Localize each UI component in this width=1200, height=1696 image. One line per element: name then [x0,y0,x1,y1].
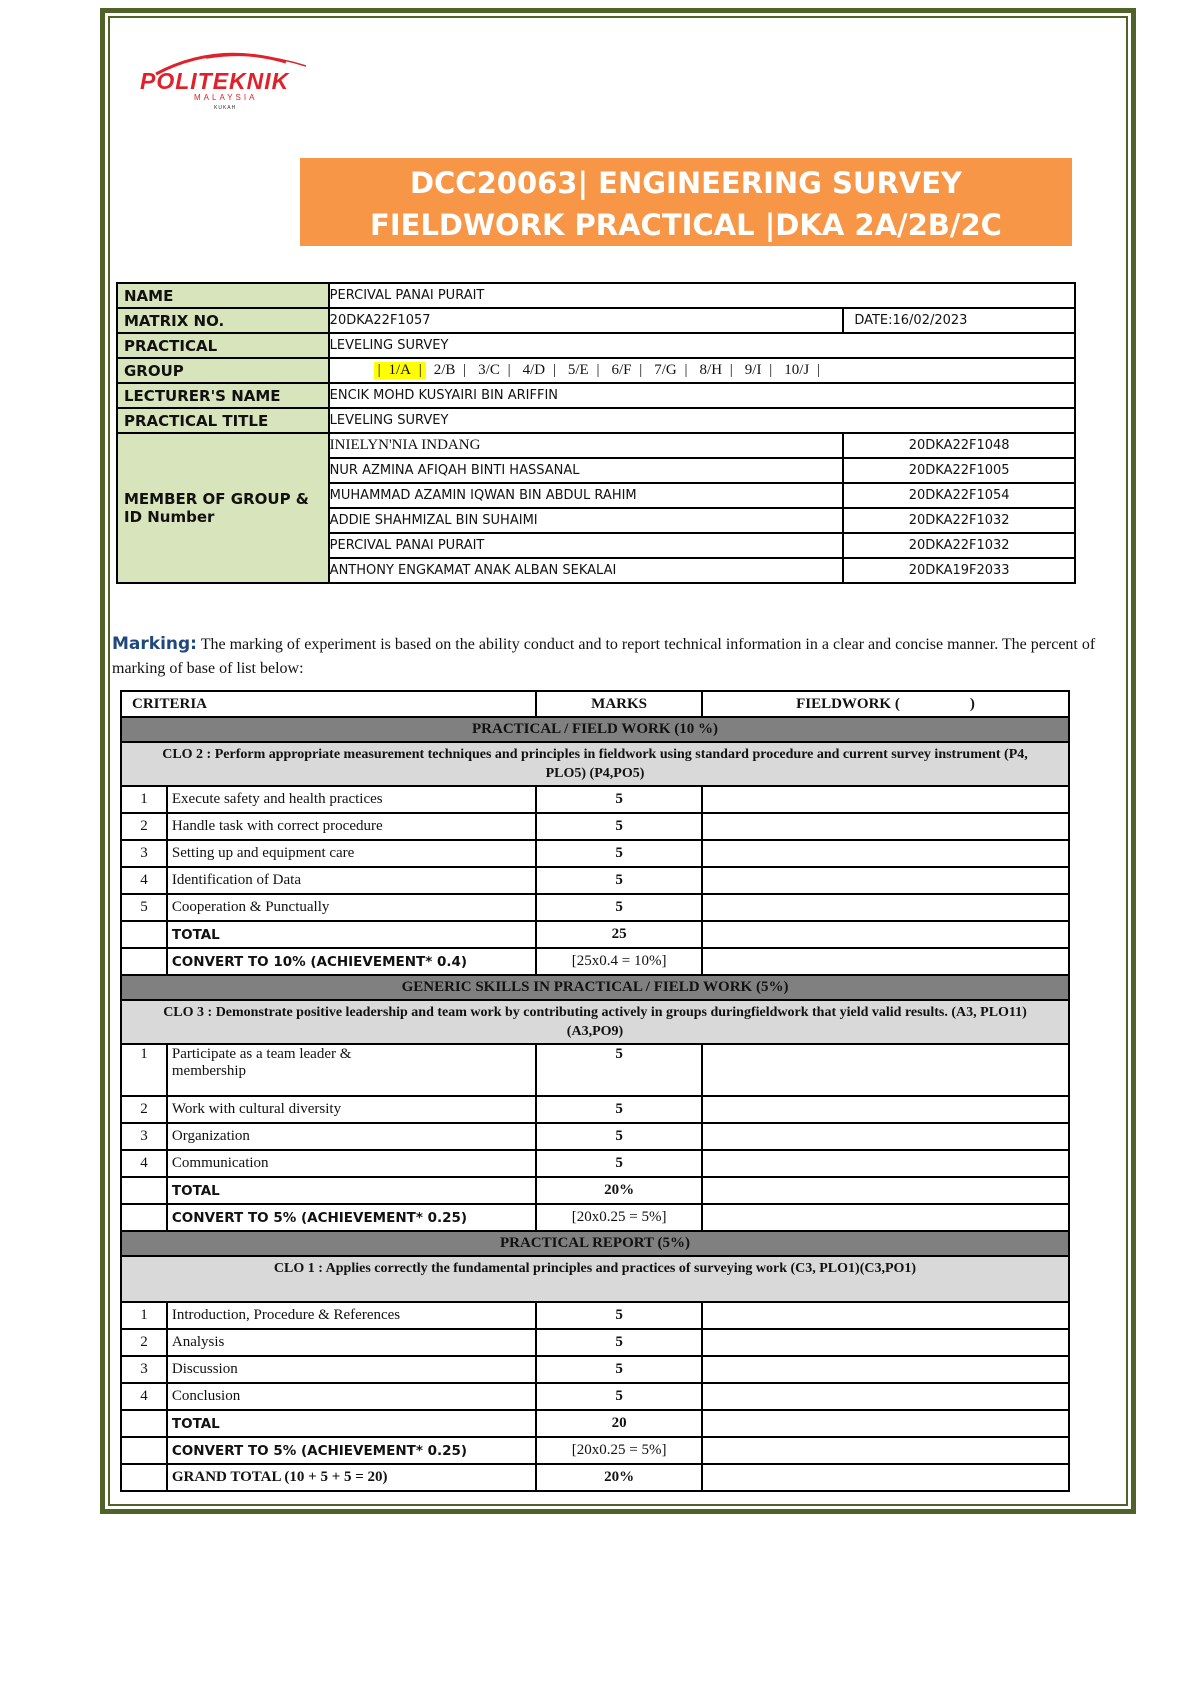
fieldwork-header-close: ) [969,695,975,712]
item-marks: 5 [536,894,702,921]
item-description: Work with cultural diversity [167,1096,536,1123]
member-name: ANTHONY ENGKAMAT ANAK ALBAN SEKALAI [329,558,844,583]
matrix-label: MATRIX NO. [117,308,329,333]
item-description: Handle task with correct procedure [167,813,536,840]
item-number: 2 [121,1329,167,1356]
marking-text: The marking of experiment is based on the ability conduct and to report technical information in a clear and concise manner. The percent of marking of base of list below: [112,636,1096,677]
item-number: 4 [121,1383,167,1410]
item-fieldwork-score[interactable] [702,1383,1069,1410]
logo-campus: KUKAH [214,105,237,111]
group-option-7-label: 7/G [654,362,677,378]
group-label: GROUP [117,358,329,383]
info-row-lecturer [117,383,1075,408]
politeknik-logo [136,48,336,114]
criteria-item-row [121,813,1069,840]
member-row [117,433,1075,458]
item-marks: 5 [536,1329,702,1356]
practical-value: LEVELING SURVEY [329,333,1075,358]
convert-value: [20x0.25 = 5%] [536,1204,702,1231]
member-id: 20DKA22F1032 [843,533,1075,558]
members-label: MEMBER OF GROUP & ID Number [117,433,329,583]
criteria-item-row [121,1123,1069,1150]
item-description: Analysis [167,1329,536,1356]
section-title: PRACTICAL REPORT (5%) [121,1231,1069,1256]
item-marks: 5 [536,1044,702,1096]
group-options [329,358,1075,383]
item-marks: 5 [536,786,702,813]
total-label: TOTAL [167,1177,536,1204]
convert-number-cell [121,948,167,975]
member-name: INIELYN'NIA INDANG [329,433,844,458]
banner-line-2: FIELDWORK PRACTICAL |DKA 2A/2B/2C [370,208,1002,242]
item-fieldwork-score[interactable] [702,1356,1069,1383]
member-id: 20DKA22F1032 [843,508,1075,533]
grand-total-fieldwork-score[interactable] [702,1464,1069,1491]
criteria-item-row [121,894,1069,921]
group-option-9[interactable]: 9/I | [737,362,776,379]
convert-label: CONVERT TO 5% (ACHIEVEMENT* 0.25) [167,1204,536,1231]
item-marks: 5 [536,1123,702,1150]
convert-row [121,948,1069,975]
item-description: Communication [167,1150,536,1177]
info-row-matrix [117,308,1075,333]
convert-fieldwork-score[interactable] [702,948,1069,975]
practical-title-label: PRACTICAL TITLE [117,408,329,433]
grand-total-value: 20% [536,1464,702,1491]
total-number-cell [121,1177,167,1204]
info-row-group [117,358,1075,383]
course-banner [300,158,1072,246]
total-label: TOTAL [167,1410,536,1437]
total-fieldwork-score[interactable] [702,921,1069,948]
logo-country: MALAYSIA [194,93,258,102]
grand-total-label: GRAND TOTAL (10 + 5 + 5 = 20) [167,1464,536,1491]
item-fieldwork-score[interactable] [702,894,1069,921]
convert-number-cell [121,1437,167,1464]
item-description: Execute safety and health practices [167,786,536,813]
clo-statement: CLO 1 : Applies correctly the fundamental principles and practices of surveying work (C3, PLO1)(C3,PO1) [121,1256,1069,1302]
total-number-cell [121,1410,167,1437]
total-fieldwork-score[interactable] [702,1177,1069,1204]
group-option-4[interactable]: 4/D | [515,362,560,379]
clo-row [121,1000,1069,1044]
item-number: 5 [121,894,167,921]
total-fieldwork-score[interactable] [702,1410,1069,1437]
item-number: 2 [121,813,167,840]
total-value: 20% [536,1177,702,1204]
matrix-value: 20DKA22F1057 [329,308,844,333]
section-title-row [121,1231,1069,1256]
convert-label: CONVERT TO 5% (ACHIEVEMENT* 0.25) [167,1437,536,1464]
item-marks: 5 [536,1383,702,1410]
fieldwork-header [702,691,1069,717]
item-fieldwork-score[interactable] [702,1123,1069,1150]
item-marks: 5 [536,813,702,840]
group-option-5-label: 5/E [567,362,589,378]
lecturer-label: LECTURER'S NAME [117,383,329,408]
name-label: NAME [117,283,329,308]
item-fieldwork-score[interactable] [702,1096,1069,1123]
member-id: 20DKA19F2033 [843,558,1075,583]
convert-row [121,1204,1069,1231]
group-option-2-label: 2/B [433,362,456,378]
section-title: PRACTICAL / FIELD WORK (10 %) [121,717,1069,742]
practical-title-value: LEVELING SURVEY [329,408,1075,433]
convert-value: [20x0.25 = 5%] [536,1437,702,1464]
convert-fieldwork-score[interactable] [702,1437,1069,1464]
item-fieldwork-score[interactable] [702,840,1069,867]
item-description: Cooperation & Punctually [167,894,536,921]
date-value: DATE:16/02/2023 [843,308,1075,333]
item-number: 1 [121,1044,167,1096]
clo-statement: CLO 3 : Demonstrate positive leadership and team work by contributing actively in groups duringfieldwork that yield valid results. (A3, PLO11) (A3,PO9) [121,1000,1069,1044]
group-option-8[interactable]: 8/H | [692,362,737,379]
criteria-header: CRITERIA [121,691,536,717]
section-title-row [121,975,1069,1000]
criteria-item-row [121,1329,1069,1356]
practical-label: PRACTICAL [117,333,329,358]
total-row [121,1177,1069,1204]
item-number: 2 [121,1096,167,1123]
item-description: Setting up and equipment care [167,840,536,867]
group-option-7[interactable]: 7/G | [646,362,691,379]
criteria-table [120,690,1070,1492]
total-value: 25 [536,921,702,948]
group-option-3[interactable]: 3/C | [470,362,514,379]
total-number-cell [121,921,167,948]
item-marks: 5 [536,1150,702,1177]
member-name: NUR AZMINA AFIQAH BINTI HASSANAL [329,458,844,483]
marks-header: MARKS [536,691,702,717]
item-number: 4 [121,1150,167,1177]
group-option-1: 1/A [388,362,411,378]
criteria-item-row [121,1096,1069,1123]
item-description: Conclusion [167,1383,536,1410]
item-marks: 5 [536,1356,702,1383]
item-fieldwork-score[interactable] [702,867,1069,894]
item-marks: 5 [536,1096,702,1123]
section-title: GENERIC SKILLS IN PRACTICAL / FIELD WORK (5%) [121,975,1069,1000]
lecturer-value: ENCIK MOHD KUSYAIRI BIN ARIFFIN [329,383,1075,408]
info-row-practical [117,333,1075,358]
item-marks: 5 [536,840,702,867]
clo-statement: CLO 2 : Perform appropriate measurement techniques and principles in fieldwork using standard procedure and current survey instrument (P4, PLO5) (P4,PO5) [121,742,1069,786]
total-label: TOTAL [167,921,536,948]
grand-total-row [121,1464,1069,1491]
criteria-item-row [121,1302,1069,1329]
criteria-item-row [121,1383,1069,1410]
group-option-selected[interactable]: | 1/A | [374,362,426,379]
group-option-9-label: 9/I [744,362,762,378]
total-row [121,921,1069,948]
member-name: MUHAMMAD AZAMIN IQWAN BIN ABDUL RAHIM [329,483,844,508]
section-title-row [121,717,1069,742]
criteria-item-row [121,867,1069,894]
criteria-item-row [121,1150,1069,1177]
group-option-5[interactable]: 5/E | [560,362,604,379]
item-fieldwork-score[interactable] [702,786,1069,813]
criteria-header-row [121,691,1069,717]
member-name: ADDIE SHAHMIZAL BIN SUHAIMI [329,508,844,533]
item-marks: 5 [536,1302,702,1329]
info-row-title [117,408,1075,433]
item-number: 3 [121,1356,167,1383]
clo-row [121,1256,1069,1302]
banner-line-1: DCC20063| ENGINEERING SURVEY [409,166,963,200]
item-fieldwork-score[interactable] [702,813,1069,840]
item-number: 4 [121,867,167,894]
fieldwork-header-label: FIELDWORK ( [796,695,900,712]
criteria-item-row [121,840,1069,867]
item-description: Participate as a team leader & membership [167,1044,536,1096]
convert-label: CONVERT TO 10% (ACHIEVEMENT* 0.4) [167,948,536,975]
convert-row [121,1437,1069,1464]
member-id: 20DKA22F1048 [843,433,1075,458]
item-description: Identification of Data [167,867,536,894]
clo-row [121,742,1069,786]
member-id: 20DKA22F1054 [843,483,1075,508]
convert-fieldwork-score[interactable] [702,1204,1069,1231]
item-fieldwork-score[interactable] [702,1044,1069,1096]
convert-number-cell [121,1204,167,1231]
member-id: 20DKA22F1005 [843,458,1075,483]
item-fieldwork-score[interactable] [702,1302,1069,1329]
item-marks: 5 [536,867,702,894]
info-row-name [117,283,1075,308]
grand-total-number-cell [121,1464,167,1491]
group-option-10-label: 10/J [784,362,810,378]
criteria-item-row [121,786,1069,813]
criteria-item-row [121,1356,1069,1383]
group-option-10[interactable]: 10/J | [776,362,824,379]
item-number: 1 [121,786,167,813]
group-option-8-label: 8/H [699,362,723,378]
logo-wordmark: POLITEKNIK [140,68,290,94]
marking-label: Marking: [112,634,197,654]
group-option-2[interactable]: 2/B | [426,362,470,379]
item-number: 3 [121,1123,167,1150]
item-description: Introduction, Procedure & References [167,1302,536,1329]
item-fieldwork-score[interactable] [702,1150,1069,1177]
student-info-table [116,282,1076,584]
item-number: 3 [121,840,167,867]
item-fieldwork-score[interactable] [702,1329,1069,1356]
total-row [121,1410,1069,1437]
item-number: 1 [121,1302,167,1329]
total-value: 20 [536,1410,702,1437]
group-option-3-label: 3/C [478,362,500,378]
marking-paragraph [112,632,1110,681]
group-option-6[interactable]: 6/F | [603,362,646,379]
group-option-4-label: 4/D [522,362,546,378]
item-description: Organization [167,1123,536,1150]
name-value: PERCIVAL PANAI PURAIT [329,283,1075,308]
group-option-6-label: 6/F [611,362,632,378]
convert-value: [25x0.4 = 10%] [536,948,702,975]
member-name: PERCIVAL PANAI PURAIT [329,533,844,558]
item-description: Discussion [167,1356,536,1383]
criteria-item-row [121,1044,1069,1096]
